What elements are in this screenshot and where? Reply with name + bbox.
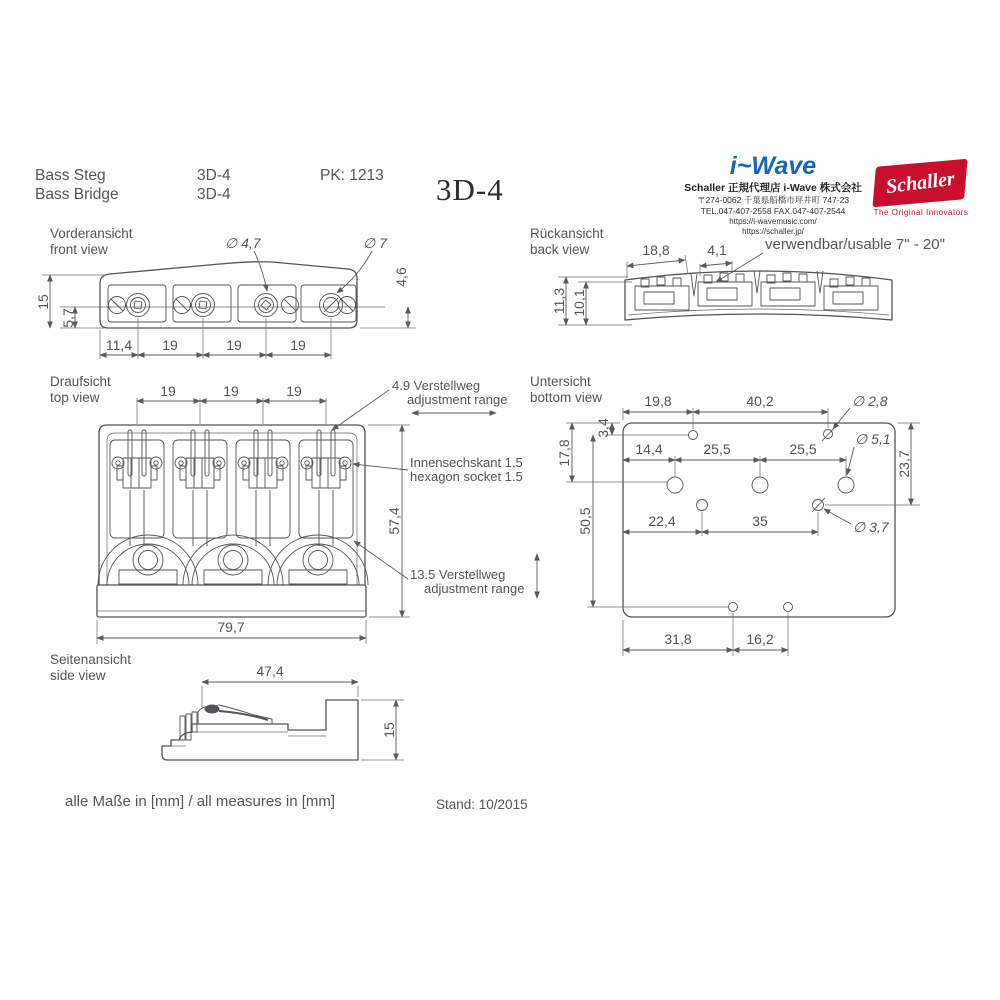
model-numbers — [197, 166, 231, 204]
front-dim-19a: 19 — [162, 337, 178, 353]
top-body — [97, 425, 368, 617]
top-view-label-de: Draufsicht — [50, 374, 111, 389]
top-dim-19b: 19 — [223, 383, 239, 399]
back-view-label-en: back view — [530, 242, 590, 257]
units-note: alle Maße in [mm] / all measures in [mm] — [65, 793, 336, 810]
bottom-dim-35: 35 — [752, 513, 768, 529]
bottom-dia37-label: ∅ 3,7 — [853, 519, 889, 535]
front-dim-15: 15 — [35, 294, 51, 310]
bottom-dim-402: 40,2 — [746, 393, 774, 409]
distributor-name: Schaller 正規代理店 i-Wave 株式会社 — [684, 182, 862, 194]
back-usable-note: verwendbar/usable 7" - 20" — [765, 236, 945, 253]
top-saddle-units — [110, 430, 353, 546]
bottom-view-drawing — [540, 368, 1000, 668]
bottom-dim-198: 19,8 — [644, 393, 672, 409]
top-callout1-line1: 4.9 Verstellweg — [392, 378, 481, 393]
bottom-view-label-en: bottom view — [530, 390, 603, 405]
front-dim-19b: 19 — [226, 337, 242, 353]
side-view-drawing — [20, 648, 470, 788]
bottom-view-label-de: Untersicht — [530, 374, 591, 389]
top-dim-19a: 19 — [160, 383, 176, 399]
top-callout2-line1: Innensechskant 1.5 — [410, 455, 523, 470]
side-profile — [162, 700, 358, 760]
back-saddles — [635, 271, 878, 310]
back-view-label-de: Rückansicht — [530, 226, 604, 241]
bottom-dim-255a: 25,5 — [703, 441, 731, 457]
schaller-logo-text: Schaller — [884, 167, 956, 198]
pk-number: PK: 1213 — [320, 167, 384, 184]
side-view-label-de: Seitenansicht — [50, 652, 132, 667]
bottom-dim-255b: 25,5 — [789, 441, 817, 457]
bottom-dim-162: 16,2 — [746, 631, 774, 647]
iwave-logo: i~Wave — [729, 152, 817, 180]
side-dim-474: 47,4 — [256, 663, 284, 679]
model-number-row2: 3D-4 — [197, 186, 231, 203]
front-body — [60, 262, 385, 328]
distributor-phone: TEL.047-407-2558 FAX.047-407-2544 — [700, 206, 846, 216]
schaller-logo — [872, 159, 967, 207]
top-rings — [133, 545, 333, 575]
distributor-url-1: https://i-wavemusic.com/ — [729, 217, 817, 226]
back-view-drawing — [520, 222, 990, 362]
bottom-dim-505: 50,5 — [577, 507, 593, 535]
front-dim-57: 5,7 — [60, 308, 76, 328]
side-view-label-en: side view — [50, 668, 106, 683]
product-name-en: Bass Bridge — [35, 186, 119, 203]
top-callout2-line2: hexagon socket 1.5 — [410, 469, 523, 484]
bottom-dim-144: 14,4 — [635, 441, 663, 457]
revision-date: Stand: 10/2015 — [436, 797, 528, 812]
front-saddle-screws — [127, 294, 343, 317]
front-dim-19c: 19 — [290, 337, 306, 353]
back-dim-101: 10,1 — [571, 289, 587, 317]
top-view-label-en: top view — [50, 390, 100, 405]
product-names — [35, 166, 119, 204]
top-dim-574: 57,4 — [386, 507, 402, 535]
bottom-dim-178: 17,8 — [556, 439, 572, 467]
model-number-row1: 3D-4 — [197, 167, 231, 184]
top-dim-797: 79,7 — [217, 619, 245, 635]
back-dim-188: 18,8 — [642, 242, 670, 258]
top-view-drawing — [20, 368, 540, 653]
product-name-de: Bass Steg — [35, 167, 106, 184]
top-callout1-line2: adjustment range — [407, 392, 508, 407]
distributor-address: 〒274-0062 千葉県船橋市坪井町 747-23 — [696, 195, 850, 205]
page-title: 3D-4 — [436, 172, 504, 207]
bottom-dim-237: 23,7 — [896, 450, 912, 478]
bottom-dim-318: 31,8 — [664, 631, 692, 647]
back-dim-41: 4,1 — [707, 242, 727, 258]
front-dim-114: 11,4 — [105, 337, 133, 353]
side-saddle-mechanism — [180, 705, 272, 740]
back-dim-113: 11,3 — [551, 287, 567, 315]
front-dia47-label: ∅ 4,7 — [225, 235, 261, 251]
front-dim-46: 4,6 — [393, 267, 409, 287]
bottom-dim-34: 3,4 — [595, 418, 611, 438]
distributor-url-2: https://schaller.jp/ — [742, 227, 804, 236]
front-dia7-label: ∅ 7 — [363, 235, 387, 251]
front-view-label-en: front view — [50, 242, 108, 257]
bottom-dia28-label: ∅ 2,8 — [852, 393, 888, 409]
bottom-dia51-label: ∅ 5,1 — [855, 431, 891, 447]
back-body — [625, 271, 892, 320]
top-callout3-line2: adjustment range — [424, 581, 525, 596]
top-dim-19c: 19 — [286, 383, 302, 399]
bottom-dim-224: 22,4 — [648, 513, 676, 529]
front-view-label-de: Vorderansicht — [50, 226, 133, 241]
top-feet — [119, 570, 347, 584]
side-dim-15: 15 — [381, 722, 397, 738]
front-view-drawing — [20, 222, 470, 372]
top-callout3-line1: 13.5 Verstellweg — [410, 567, 506, 582]
schaller-tagline: The Original Innovators — [873, 208, 969, 217]
